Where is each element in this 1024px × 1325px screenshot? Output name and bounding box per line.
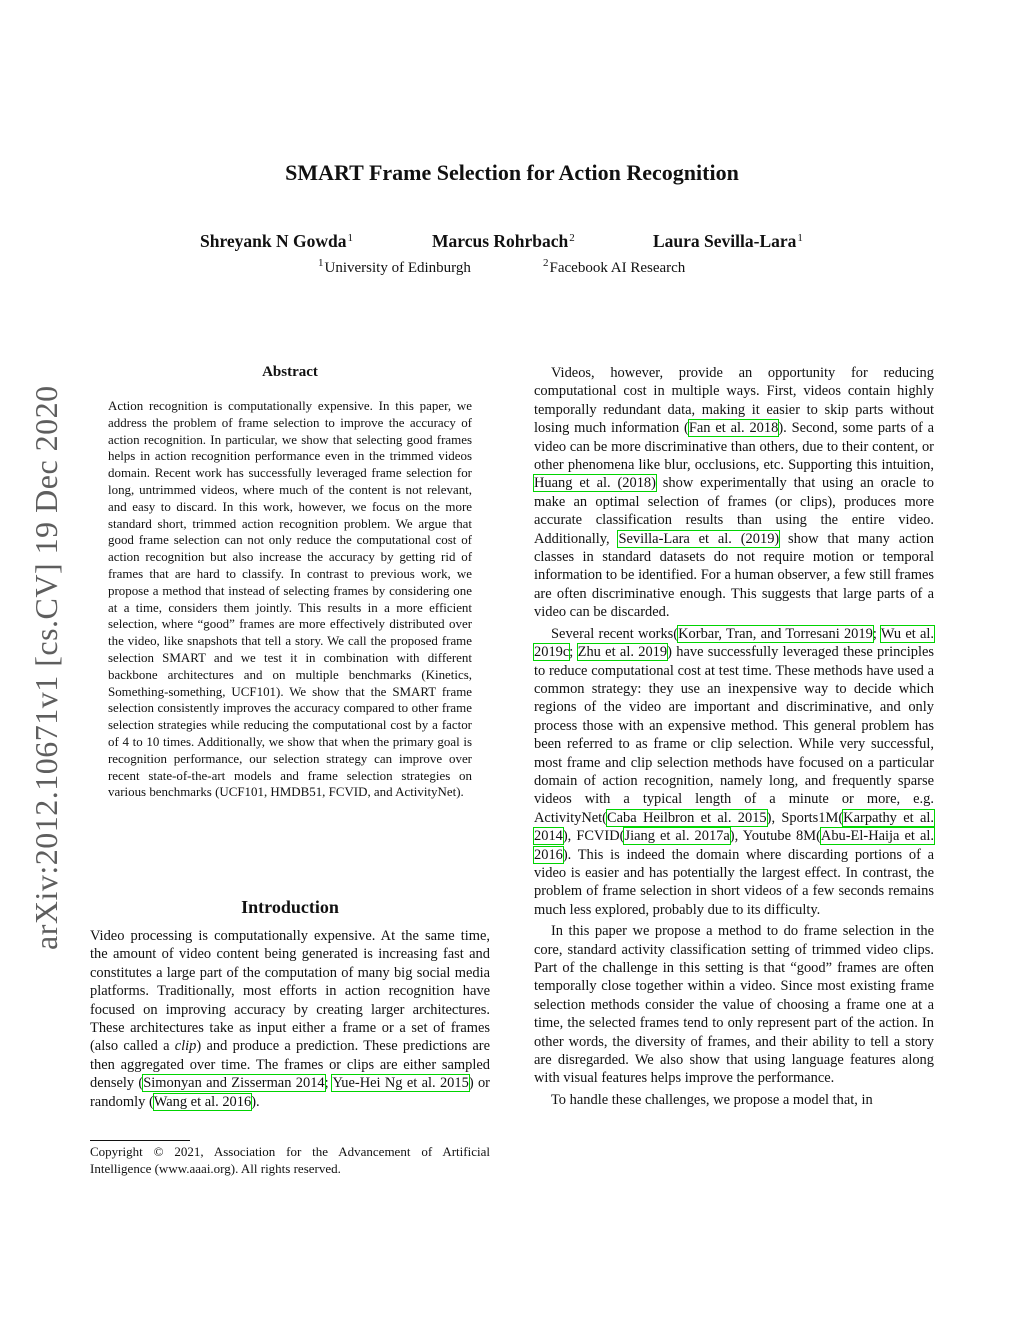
affiliation-number: 1 [318, 257, 324, 269]
paper-title: SMART Frame Selection for Action Recognition [285, 160, 739, 185]
text-run: Videos, however, provide an opportunity for reducing computational cost in multiple ways. First, videos contain highly temporally redundant data, making it easier to skip parts without losing much information ( [534, 365, 934, 437]
author-affil-mark: 1 [797, 232, 803, 244]
citation-link[interactable]: Simonyan and Zisserman 2014 [143, 1075, 325, 1092]
abstract-heading: Abstract [262, 364, 318, 380]
text-run: ), Youtube 8M( [729, 828, 821, 845]
affiliation-name: University of Edinburgh [324, 260, 471, 276]
text-run: ) or randomly ( [90, 1075, 490, 1110]
citation-link[interactable]: Huang et al. (2018) [534, 475, 656, 492]
arxiv-watermark: arXiv:2012.10671v1 [cs.CV] 19 Dec 2020 [28, 385, 64, 950]
author-name [200, 231, 353, 252]
author-name [432, 231, 575, 252]
text-run: ). [251, 1093, 260, 1110]
footnote-rule [90, 1140, 190, 1141]
citation-link[interactable]: Fan et al. 2018 [688, 420, 779, 437]
introduction-paragraph [90, 927, 490, 1111]
body-paragraph [534, 364, 934, 622]
right-column [534, 364, 934, 1112]
text-run: ; [324, 1075, 333, 1092]
citation-link[interactable]: Abu-El-Haija et al. 2016 [534, 828, 934, 863]
text-run: ) have successfully leveraged these principles to reduce computational cost at test time. These methods have used a common strategy: they use an inexpensive way to decide which regions of the video are important and discriminative, and only process those with an expensive method. This general problem has been referred to as frame or clip selection. While very successful, most frame and clip selection methods have focused on a particular domain of action recognition, namely long, and frequently sparse videos with a typical length of a minute or more, e.g. ActivityNet( [534, 644, 934, 826]
affiliation-name: Facebook AI Research [549, 260, 686, 276]
text-run: ), Sports1M( [766, 809, 844, 826]
citation-link[interactable]: Korbar, Tran, and Torresani 2019 [678, 625, 873, 642]
author-name-text: Laura Sevilla-Lara [653, 231, 797, 251]
abstract-text: Action recognition is computationally expensive. In this paper, we address the problem of frame selection to improve the accuracy of action recognition. In particular, we show that selecting good frames helps in action recognition performance even in the trimmed videos domain. Recent work has successfully leveraged frame selection for long, untrimmed videos, where much of the content is not relevant, and easy to discard. In this work, however, we focus on the more standard short, trimmed action recognition problem. We argue that good frame selection can not only reduce the computational cost of action recognition but also increase the accuracy by getting rid of frames that are hard to classify. In contrast to previous work, we propose a method that instead of selecting frames by considering one at a time, considers them jointly. This results in a more efficient selection, where “good” frames are more effectively distributed over the video, like snapshots that tell a story. We call the proposed frame selection SMART and we test it in combination with different backbone architectures and on multiple benchmarks (Kinetics, Something-something, UCF101). We show that the SMART frame selection consistently improves the accuracy compared to other frame selection strategies while reducing the computational cost by a factor of 4 to 10 times. Additionally, we show that when the primary goal is recognition performance, our selection strategy can improve over recent state-of-the-art models and frame selection strategies on various benchmarks (UCF101, HMDB51, FCVID, and ActivityNet). [108, 398, 472, 800]
affiliation [543, 257, 685, 277]
citation-link[interactable]: Wu et al. 2019c [534, 625, 935, 661]
author-name [653, 231, 803, 252]
citation-link[interactable]: Karpathy et al. 2014 [534, 809, 935, 845]
text-run: ), FCVID( [562, 828, 625, 845]
citation-link[interactable]: Yue-Hei Ng et al. 2015 [332, 1075, 469, 1092]
author-list [0, 231, 1024, 253]
affiliation-list [0, 257, 1024, 277]
author-name-text: Shreyank N Gowda [200, 231, 347, 251]
text-run: Several recent works( [551, 625, 679, 642]
citation-link[interactable]: Wang et al. 2016 [153, 1093, 252, 1110]
text-run: ; [569, 644, 578, 661]
author-name-text: Marcus Rohrbach [432, 231, 569, 251]
citation-link[interactable]: Zhu et al. 2019 [577, 644, 668, 661]
emphasis-text: clip [174, 1038, 197, 1055]
citation-link[interactable]: Jiang et al. 2017a [624, 828, 730, 845]
body-paragraph: In this paper we propose a method to do frame selection in the core, standard activity classification setting of trimmed video clips. Part of the challenge in this setting is that “good” frames are often temporally close together within a video. Since most existing frame selection methods consider the value of choosing a frame one at a time, the selected frames tend to only represent part of the action. In other words, the diversity of frames, and their ability to tell a story are disregarded. We also show that using language features along with visual features helps improve the performance. [534, 923, 934, 1087]
text-run: Video processing is computationally expensive. At the same time, the amount of video content being generated is increasing fast and constitutes a large part of the computation of many big social media platforms. Traditionally, most efforts in action recognition have focused on improving accuracy by creating larger architectures. These architectures take as input either a frame or a set of frames (also called a [90, 928, 490, 1055]
text-run: ; [872, 625, 881, 642]
affiliation-number: 2 [543, 257, 549, 269]
copyright-footnote: Copyright © 2021, Association for the Advancement of Artificial Intelligence (www.aaai.org). All rights reserved. [90, 1144, 490, 1176]
text-run: show experimentally that using an oracle to make an optimal selection of frames (or clips), produces more accurate classification results than using the entire video. Additionally, [534, 475, 934, 547]
body-paragraph [534, 625, 934, 920]
text-run: ) and produce a prediction. These predictions are then aggregated over time. The frames or clips are either sampled densely ( [90, 1038, 490, 1092]
author-affil-mark: 2 [569, 232, 575, 244]
text-run: ). This is indeed the domain where discarding portions of a video is easier and has potentially the largest effect. In contrast, the problem of frame selection in short videos of a few seconds remains much less explored, probably due to its difficulty. [534, 846, 934, 918]
body-paragraph: To handle these challenges, we propose a model that, in [551, 1091, 873, 1108]
text-run: ). Second, some parts of a video can be more discriminative than others, due to their content, or other phenomena like blur, occlusions, etc. Supporting this intuition, [534, 420, 934, 474]
affiliation [318, 257, 471, 277]
citation-link[interactable]: Caba Heilbron et al. 2015 [606, 809, 767, 826]
introduction-heading: Introduction [241, 897, 339, 917]
text-run: show that many action classes in standard datasets do not require motion or temporal information to be identified. For a human observer, a few still frames are often discriminative enough. This suggests that large parts of a video can be discarded. [534, 530, 934, 621]
author-affil-mark: 1 [347, 232, 354, 244]
citation-link[interactable]: Sevilla-Lara et al. (2019) [618, 530, 780, 547]
